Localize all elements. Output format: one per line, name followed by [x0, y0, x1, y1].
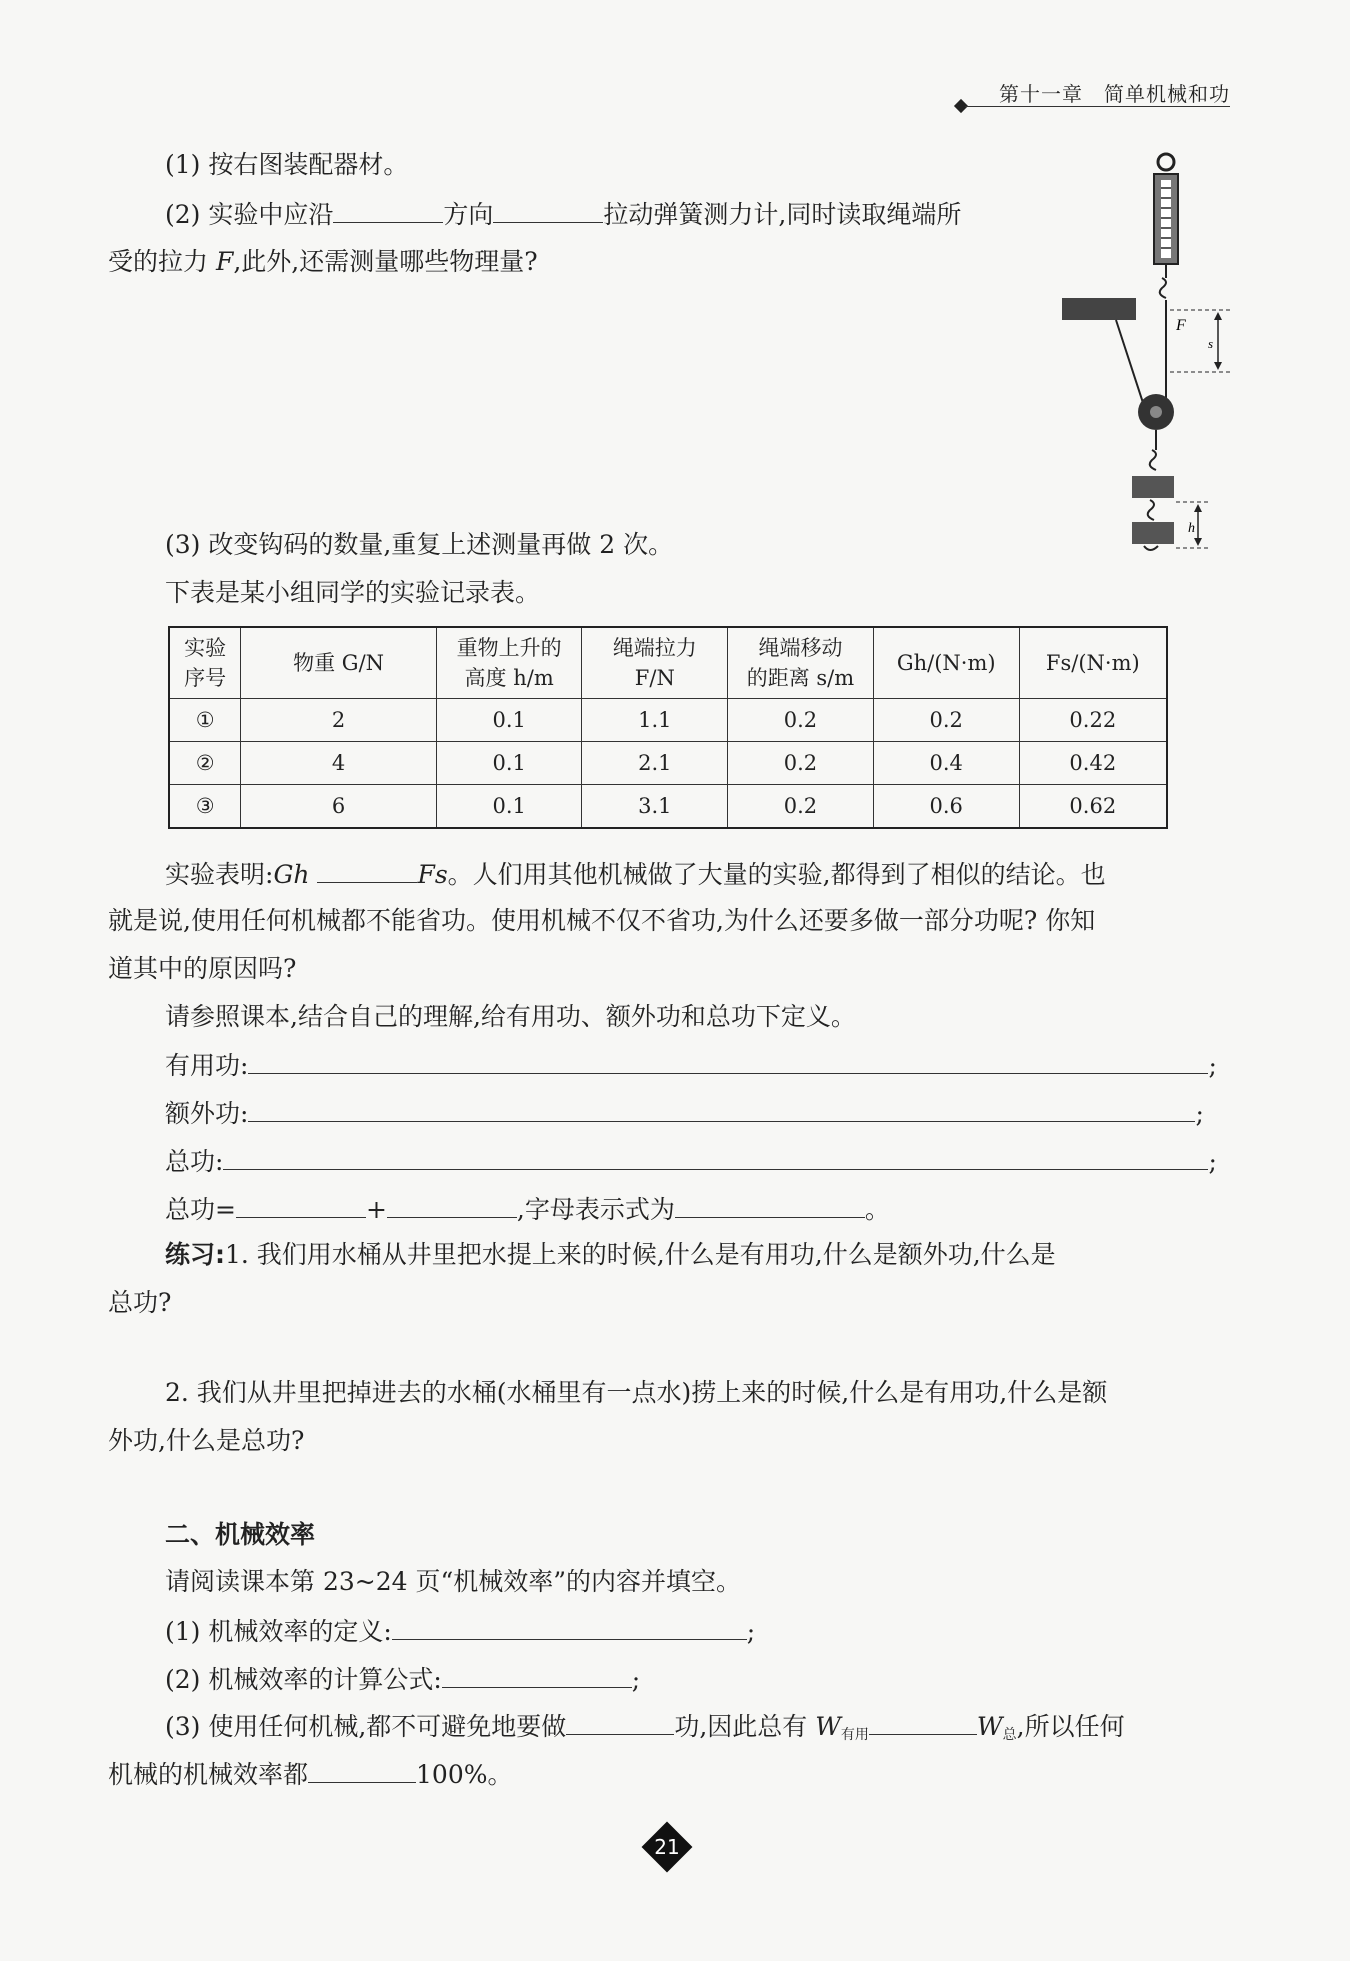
exercise-q2: 2. 我们从井里把掉进去的水桶(水桶里有一点水)捞上来的时候,什么是有用功,什么是额: [165, 1378, 1108, 1407]
step-2-cont: 受的拉力 F,此外,还需测量哪些物理量?: [108, 247, 538, 276]
page-number-badge: 21: [643, 1823, 691, 1871]
ceiling-block: [1062, 298, 1136, 320]
conclusion-line-3: 道其中的原因吗?: [108, 954, 297, 983]
pulley-apparatus-figure: [1058, 150, 1238, 560]
conclusion-line-4: 请参照课本,结合自己的理解,给有用功、额外功和总功下定义。: [165, 1002, 856, 1031]
table-row: [169, 699, 1167, 742]
header-distance: 绳端移动 的距离 s/m: [728, 627, 874, 699]
blank-total-work[interactable]: [223, 1143, 1208, 1170]
table-cell: 0.1: [436, 699, 582, 742]
table-row: [169, 742, 1167, 785]
section-intro: 请阅读课本第 23~24 页“机械效率”的内容并填空。: [165, 1567, 742, 1596]
svg-text:s: s: [1208, 336, 1214, 351]
table-row: [169, 785, 1167, 829]
hook-weight-icon: [1132, 476, 1174, 498]
blank-useful-work[interactable]: [248, 1047, 1208, 1074]
header-fs: Fs/(N·m): [1019, 627, 1167, 699]
efficiency-q3-cont: 机械的机械效率都 100%。: [108, 1756, 513, 1792]
blank-compare-w[interactable]: [869, 1708, 977, 1735]
blank-direction[interactable]: [333, 196, 443, 223]
table-cell: 3.1: [582, 785, 728, 829]
conclusion-line-2: 就是说,使用任何机械都不能省功。使用机械不仅不省功,为什么还要多做一部分功呢? 你知: [108, 906, 1096, 935]
blank-manner[interactable]: [493, 196, 603, 223]
blank-efficiency-compare[interactable]: [308, 1756, 416, 1783]
blank-sum-2[interactable]: [387, 1191, 517, 1218]
conclusion-line-1: 实验表明:Gh Fs。人们用其他机械做了大量的实验,都得到了相似的结论。也: [165, 856, 1106, 892]
blank-efficiency-definition[interactable]: [392, 1613, 747, 1640]
table-cell: 1.1: [582, 699, 728, 742]
def-extra-work: 额外功: ;: [165, 1095, 1204, 1131]
table-cell: 0.2: [728, 699, 874, 742]
blank-sum-1[interactable]: [236, 1191, 366, 1218]
def-useful-work: 有用功: ;: [165, 1047, 1217, 1083]
table-cell: 0.2: [873, 699, 1019, 742]
table-cell: ①: [169, 699, 241, 742]
blank-extra-work[interactable]: [248, 1095, 1195, 1122]
table-cell: 0.1: [436, 785, 582, 829]
table-cell: 0.62: [1019, 785, 1167, 829]
table-cell: 6: [241, 785, 437, 829]
svg-text:F: F: [1176, 317, 1186, 334]
header-height: 重物上升的 高度 h/m: [436, 627, 582, 699]
exercise-q2-cont: 外功,什么是总功?: [108, 1426, 305, 1455]
table-cell: ③: [169, 785, 241, 829]
experiment-record-table: [168, 626, 1168, 829]
def-total-work: 总功: ;: [165, 1143, 1217, 1179]
exercise-q1: 练习:1. 我们用水桶从井里把水提上来的时候,什么是有用功,什么是额外功,什么是: [165, 1240, 1056, 1269]
table-cell: 0.4: [873, 742, 1019, 785]
chapter-header: 第十一章 简单机械和功: [999, 82, 1230, 106]
table-cell: 2: [241, 699, 437, 742]
blank-compare[interactable]: [317, 856, 417, 883]
table-cell: 0.42: [1019, 742, 1167, 785]
svg-text:h: h: [1188, 521, 1195, 536]
blank-expression[interactable]: [675, 1191, 865, 1218]
header-gh: Gh/(N·m): [873, 627, 1019, 699]
table-cell: 4: [241, 742, 437, 785]
exercise-q1-cont: 总功?: [108, 1288, 172, 1317]
blank-efficiency-formula[interactable]: [442, 1661, 632, 1688]
table-cell: 0.1: [436, 742, 582, 785]
step-3: (3) 改变钩码的数量,重复上述测量再做 2 次。: [165, 530, 674, 559]
table-cell: 0.2: [728, 742, 874, 785]
header-pull: 绳端拉力 F/N: [582, 627, 728, 699]
table-intro: 下表是某小组同学的实验记录表。: [165, 578, 541, 607]
total-work-formula: 总功= + ,字母表示式为 。: [165, 1191, 890, 1227]
efficiency-definition: (1) 机械效率的定义: ;: [165, 1613, 755, 1649]
table-cell: ②: [169, 742, 241, 785]
step-1: (1) 按右图装配器材。: [165, 150, 409, 179]
table-header-row: [169, 627, 1167, 699]
step-2: (2) 实验中应沿 方向 拉动弹簧测力计,同时读取绳端所: [165, 196, 961, 232]
table-cell: 0.2: [728, 785, 874, 829]
header-weight: 物重 G/N: [241, 627, 437, 699]
spring-scale-icon: [1154, 154, 1178, 298]
section-title: 二、机械效率: [165, 1520, 316, 1549]
table-cell: 0.22: [1019, 699, 1167, 742]
table-cell: 2.1: [582, 742, 728, 785]
table-cell: 0.6: [873, 785, 1019, 829]
header-index: 实验 序号: [169, 627, 241, 699]
blank-work-type[interactable]: [566, 1708, 674, 1735]
efficiency-formula: (2) 机械效率的计算公式: ;: [165, 1661, 640, 1697]
efficiency-q3: (3) 使用任何机械,都不可避免地要做 功,因此总有 $W_{有用}$ $W_总$,所以任何: [165, 1708, 1125, 1752]
